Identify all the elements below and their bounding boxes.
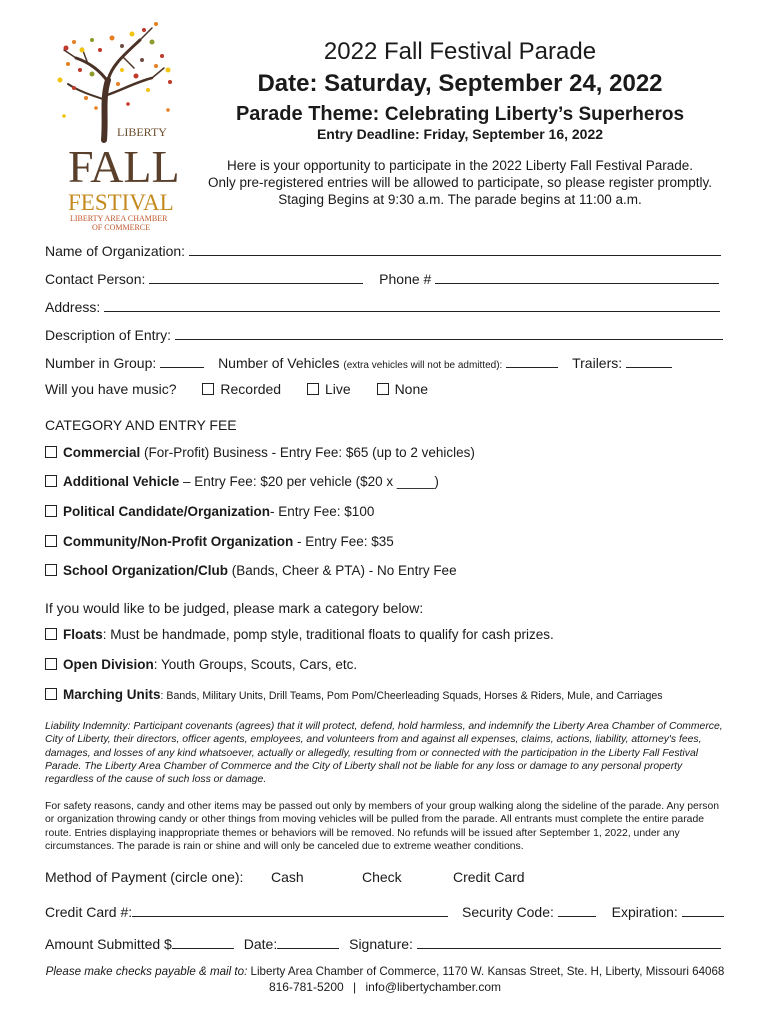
contact-row bbox=[45, 269, 719, 287]
signature-field[interactable] bbox=[417, 934, 721, 949]
music-label: Will you have music? bbox=[45, 381, 177, 397]
category-detail: - Entry Fee: $100 bbox=[270, 504, 375, 519]
signature-label: Signature: bbox=[349, 936, 413, 952]
judging-marching-units[interactable] bbox=[45, 687, 663, 702]
judging-floats[interactable] bbox=[45, 627, 554, 642]
checkbox-none[interactable] bbox=[377, 383, 389, 395]
recorded-label: Recorded bbox=[220, 381, 282, 397]
counts-row bbox=[45, 353, 672, 371]
contact-email[interactable]: info@libertychamber.com bbox=[365, 980, 502, 994]
judging-detail: : Must be handmade, pomp style, traditional floats to qualify for cash prizes. bbox=[102, 627, 554, 642]
intro-line-2: Only pre-registered entries will be allowed to participate, so please register promptly. bbox=[208, 175, 712, 190]
description-row bbox=[45, 325, 723, 343]
intro-line-3: Staging Begins at 9:30 a.m. The parade begins at 11:00 a.m. bbox=[278, 192, 642, 207]
category-name: School Organization/Club bbox=[63, 563, 228, 578]
security-code-field[interactable] bbox=[558, 902, 596, 917]
security-label: Security Code: bbox=[462, 904, 554, 920]
judging-name: Floats bbox=[63, 627, 103, 642]
card-row bbox=[45, 902, 724, 920]
checkbox-community[interactable] bbox=[45, 535, 57, 547]
date-field[interactable] bbox=[277, 934, 339, 949]
description-field[interactable] bbox=[175, 325, 723, 340]
judging-name: Open Division bbox=[63, 657, 154, 672]
music-option-none[interactable] bbox=[377, 381, 428, 397]
checkbox-floats[interactable] bbox=[45, 628, 57, 640]
group-label: Number in Group: bbox=[45, 355, 157, 371]
music-option-recorded[interactable] bbox=[202, 381, 285, 397]
checkbox-additional-vehicle[interactable] bbox=[45, 475, 57, 487]
none-label: None bbox=[394, 381, 429, 397]
page-title: 2022 Fall Festival Parade bbox=[323, 38, 597, 65]
checkbox-live[interactable] bbox=[307, 383, 319, 395]
live-label: Live bbox=[324, 381, 351, 397]
phone-field[interactable] bbox=[435, 269, 719, 284]
mailing-address: Liberty Area Chamber of Commerce, 1170 W. Kansas Street, Ste. H, Liberty, Missouri 64068 bbox=[247, 965, 725, 978]
category-detail: – Entry Fee: $20 per vehicle ($20 x _____) bbox=[179, 474, 439, 489]
checkbox-open-division[interactable] bbox=[45, 658, 57, 670]
music-option-live[interactable] bbox=[307, 381, 355, 397]
checkbox-marching-units[interactable] bbox=[45, 688, 57, 700]
category-detail: (Bands, Cheer & PTA) - No Entry Fee bbox=[228, 563, 457, 578]
amount-field[interactable] bbox=[172, 934, 234, 949]
logo-org-line2: OF COMMERCE bbox=[92, 223, 151, 232]
vehicles-note: (extra vehicles will not be admitted): bbox=[343, 360, 503, 371]
category-name: Political Candidate/Organization bbox=[63, 504, 271, 519]
theme-value: Celebrating Liberty’s Superheros bbox=[384, 104, 685, 125]
org-name-row bbox=[45, 241, 721, 259]
category-detail: - Entry Fee: $35 bbox=[293, 534, 394, 549]
category-school[interactable] bbox=[45, 563, 457, 578]
logo-org-line1: LIBERTY AREA CHAMBER bbox=[70, 214, 168, 223]
address-label: Address: bbox=[45, 299, 101, 315]
amount-label: Amount Submitted $ bbox=[45, 936, 172, 952]
payment-cash[interactable]: Cash bbox=[271, 869, 304, 885]
event-date: Date: Saturday, September 24, 2022 bbox=[257, 70, 663, 97]
category-name: Additional Vehicle bbox=[63, 474, 180, 489]
group-field[interactable] bbox=[160, 353, 204, 368]
category-name: Commercial bbox=[63, 445, 141, 460]
festival-logo bbox=[52, 20, 182, 235]
card-number-field[interactable] bbox=[132, 902, 448, 917]
checkbox-commercial[interactable] bbox=[45, 446, 57, 458]
category-heading: CATEGORY AND ENTRY FEE bbox=[45, 417, 237, 433]
vehicles-field[interactable] bbox=[506, 353, 558, 368]
category-commercial[interactable] bbox=[45, 445, 475, 460]
judging-detail: : Youth Groups, Scouts, Cars, etc. bbox=[153, 657, 358, 672]
address-field[interactable] bbox=[104, 297, 720, 312]
date-label: Date: bbox=[243, 936, 278, 952]
org-name-label: Name of Organization: bbox=[45, 243, 186, 259]
vehicles-label: Number of Vehicles bbox=[218, 355, 340, 371]
category-community[interactable] bbox=[45, 534, 394, 549]
contact-label: Contact Person: bbox=[45, 271, 146, 287]
trailers-label: Trailers: bbox=[572, 355, 623, 371]
judging-name: Marching Units bbox=[63, 687, 161, 702]
phone-label: Phone # bbox=[379, 271, 432, 287]
expiration-label: Expiration: bbox=[611, 904, 678, 920]
checkbox-political[interactable] bbox=[45, 505, 57, 517]
contact-phone: 816-781-5200 bbox=[268, 980, 344, 994]
intro-line-1: Here is your opportunity to participate in the 2022 Liberty Fall Festival Parade. bbox=[227, 158, 693, 173]
mailing-note-italic: Please make checks payable & mail to: bbox=[45, 965, 248, 978]
description-label: Description of Entry: bbox=[45, 327, 172, 343]
category-political[interactable] bbox=[45, 504, 374, 519]
logo-word-festival: FESTIVAL bbox=[68, 190, 174, 215]
trailers-field[interactable] bbox=[626, 353, 672, 368]
judging-prompt: If you would like to be judged, please mark a category below: bbox=[45, 600, 424, 616]
mailing-note bbox=[0, 965, 770, 978]
safety-notice: For safety reasons, candy and other items may be passed out only by members of your group walking along the sideline of the parade. Any person or organization throwing candy or other things from moving vehicles will be pulled from the parade. All entrants must complete the entire parade route. Entries displaying inappropriate themes or behaviors will be removed. No refunds will be issued after September 1, 2022, under any circumstances. The parade is rain or shine and will only be canceled due to extreme weather conditions. bbox=[45, 801, 720, 852]
org-name-field[interactable] bbox=[189, 241, 721, 256]
payment-check[interactable]: Check bbox=[362, 869, 402, 885]
category-additional-vehicle[interactable] bbox=[45, 474, 439, 489]
judging-open-division[interactable] bbox=[45, 657, 357, 672]
parade-theme bbox=[190, 103, 730, 126]
address-row bbox=[45, 297, 720, 315]
logo-word-fall: FALL bbox=[68, 141, 180, 192]
payment-credit-card[interactable]: Credit Card bbox=[453, 869, 525, 885]
liability-indemnity: Liability Indemnity: Participant covenants (agrees) that it will protect, defend, hold harmless, and indemnify the Liberty Area Chamber of Commerce, City of Liberty, their directors, officer agents, employees, and volunteers from and against all expenses, claims, actions, liability, attorney's fees, damages, and losses of any kind whatsoever, actually or allegedly, resulting from or connected with the participation in the Liberty Fall Festival Parade. The Liberty Area Chamber of Commerce and the City of Liberty shall not be liable for any loss or damage to any personal property regardless of the cause of such loss or damage. bbox=[45, 721, 723, 786]
contact-separator: | bbox=[353, 980, 357, 994]
intro-text bbox=[190, 157, 730, 208]
expiration-field[interactable] bbox=[682, 902, 724, 917]
checkbox-school[interactable] bbox=[45, 564, 57, 576]
logo-word-liberty: LIBERTY bbox=[117, 125, 167, 139]
card-label: Credit Card #: bbox=[45, 904, 133, 920]
judging-detail: : Bands, Military Units, Drill Teams, Pom Pom/Cheerleading Squads, Horses & Riders, Mule, and Carriages bbox=[160, 690, 663, 702]
payment-method-label: Method of Payment (circle one): bbox=[45, 869, 244, 885]
contact-field[interactable] bbox=[149, 269, 363, 284]
checkbox-recorded[interactable] bbox=[202, 383, 214, 395]
entry-deadline: Entry Deadline: Friday, September 16, 2022 bbox=[316, 126, 604, 142]
amount-row bbox=[45, 934, 721, 952]
category-name: Community/Non-Profit Organization bbox=[63, 534, 294, 549]
theme-label: Parade Theme: bbox=[235, 103, 380, 125]
music-row bbox=[45, 381, 428, 397]
contact-info bbox=[0, 980, 770, 994]
tree-illustration bbox=[52, 20, 182, 235]
category-detail: (For-Profit) Business - Entry Fee: $65 (up to 2 vehicles) bbox=[140, 445, 475, 460]
